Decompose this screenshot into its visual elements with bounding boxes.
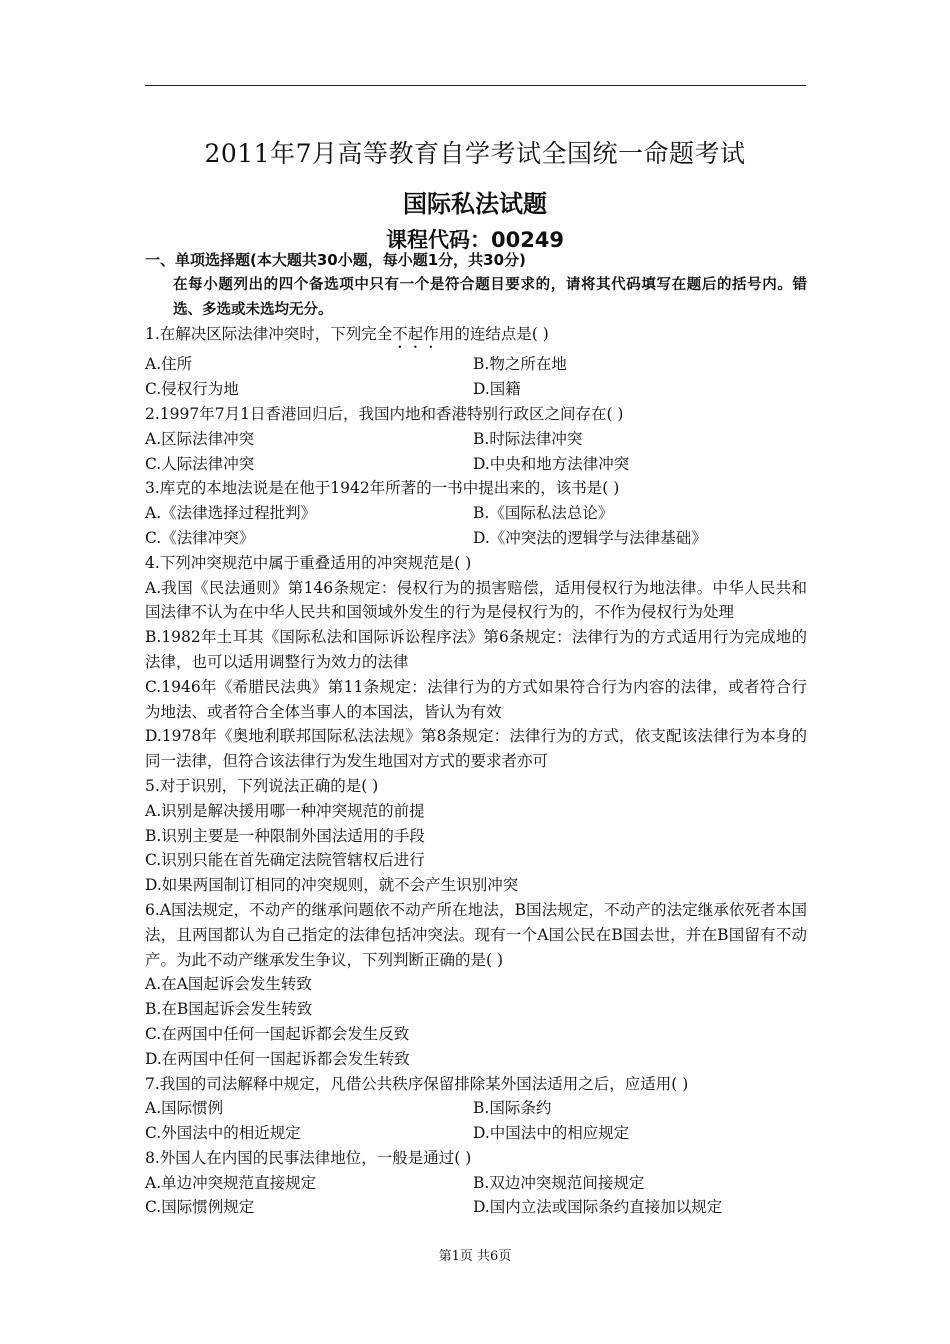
q7-option-b: B.国际条约 xyxy=(473,1099,552,1118)
question-5-stem: 5.对于识别，下列说法正确的是( ) xyxy=(145,776,379,795)
question-7-stem: 7.我国的司法解释中规定，凡借公共秩序保留排除某外国法适用之后，应适用( ) xyxy=(145,1074,689,1093)
q1-option-a: A.住所 xyxy=(145,355,193,374)
question-2-stem: 2.1997年7月1日香港回归后，我国内地和香港特别行政区之间存在( ) xyxy=(145,404,624,423)
q4-option-c: C.1946年《希腊民法典》第11条规定：法律行为的方式如果符合行为内容的法律，或者符合行为地法、或者符合全体当事人的本国法，皆认为有效 xyxy=(145,677,807,721)
question-1-stem: 1.在解决区际法律冲突时，下列完全不起作用的连结点是( ) xyxy=(145,325,549,344)
question-content xyxy=(145,248,807,1220)
question-8-stem: 8.外国人在内国的民事法律地位，一般是通过( ) xyxy=(145,1148,472,1167)
q8-option-c: C.国际惯例规定 xyxy=(145,1198,255,1217)
q3-option-d: D.《冲突法的逻辑学与法律基础》 xyxy=(473,528,707,547)
q5-option-c: C.识别只能在首先确定法院管辖权后进行 xyxy=(145,851,425,870)
q6-option-b: B.在B国起诉会发生转致 xyxy=(145,1000,313,1019)
q7-option-a: A.国际惯例 xyxy=(145,1099,224,1118)
q8-option-a: A.单边冲突规范直接规定 xyxy=(145,1173,317,1192)
q3-option-c: C.《法律冲突》 xyxy=(145,528,255,547)
q6-option-c: C.在两国中任何一国起诉都会发生反致 xyxy=(145,1024,410,1043)
q2-option-d: D.中央和地方法律冲突 xyxy=(473,454,630,473)
q5-option-a: A.识别是解决援用哪一种冲突规范的前提 xyxy=(145,801,425,820)
q7-option-c: C.外国法中的相近规定 xyxy=(145,1124,301,1143)
q3-option-b: B.《国际私法总论》 xyxy=(473,504,614,523)
emphasis-text: 不起作 xyxy=(392,325,439,344)
q2-option-b: B.时际法律冲突 xyxy=(473,429,583,448)
exam-title: 2011年7月高等教育自学考试全国统一命题考试 xyxy=(204,139,746,168)
section-instruction: 在每小题列出的四个备选项中只有一个是符合题目要求的，请将其代码填写在题后的括号内。错选、多选或未选均无分。 xyxy=(173,276,807,318)
question-6-stem: 6.A国法规定，不动产的继承问题依不动产所在地法，B国法规定，不动产的法定继承依死者本国法，且两国都认为自己指定的法律包括冲突法。现有一个A国公民在B国去世，并在B国留有不动产。为此不动产继承发生争议，下列判断正确的是( ) xyxy=(145,900,807,969)
course-code: 课程代码：00249 xyxy=(385,228,565,252)
section-heading: 一、单项选择题(本大题共30小题，每小题1分，共30分) xyxy=(145,251,526,269)
q8-option-d: D.国内立法或国际条约直接加以规定 xyxy=(473,1198,723,1217)
q1-option-c: C.侵权行为地 xyxy=(145,380,239,399)
header-rule xyxy=(145,85,806,86)
q5-option-b: B.识别主要是一种限制外国法适用的手段 xyxy=(145,826,425,845)
q1-option-d: D.国籍 xyxy=(473,380,521,399)
q2-option-c: C.人际法律冲突 xyxy=(145,454,255,473)
q3-option-a: A.《法律选择过程批判》 xyxy=(145,504,317,523)
q4-option-a: A.我国《民法通则》第146条规定：侵权行为的损害赔偿，适用侵权行为地法律。中华人民共和国法律不认为在中华人民共和国领域外发生的行为是侵权行为的，不作为侵权行为处理 xyxy=(145,578,807,622)
q8-option-b: B.双边冲突规范间接规定 xyxy=(473,1173,645,1192)
q5-option-d: D.如果两国制订相同的冲突规则，就不会产生识别冲突 xyxy=(145,876,519,895)
q7-option-d: D.中国法中的相应规定 xyxy=(473,1124,630,1143)
page-footer: 第1页 共6页 xyxy=(438,1249,512,1264)
q4-option-d: D.1978年《奥地利联邦国际私法法规》第8条规定：法律行为的方式，依支配该法律行为本身的同一法律，但符合该法律行为发生地国对方式的要求者亦可 xyxy=(145,727,807,771)
q2-option-a: A.区际法律冲突 xyxy=(145,429,255,448)
question-4-stem: 4.下列冲突规范中属于重叠适用的冲突规范是( ) xyxy=(145,553,472,572)
subject-title: 国际私法试题 xyxy=(403,190,547,218)
q4-option-b: B.1982年土耳其《国际私法和国际诉讼程序法》第6条规定：法律行为的方式适用行为完成地的法律，也可以适用调整行为效力的法律 xyxy=(145,628,807,671)
question-3-stem: 3.库克的本地法说是在他于1942年所著的一书中提出来的，该书是( ) xyxy=(145,479,620,498)
q6-option-a: A.在A国起诉会发生转致 xyxy=(145,975,312,994)
q1-option-b: B.物之所在地 xyxy=(473,355,567,374)
q6-option-d: D.在两国中任何一国起诉都会发生转致 xyxy=(145,1049,410,1068)
